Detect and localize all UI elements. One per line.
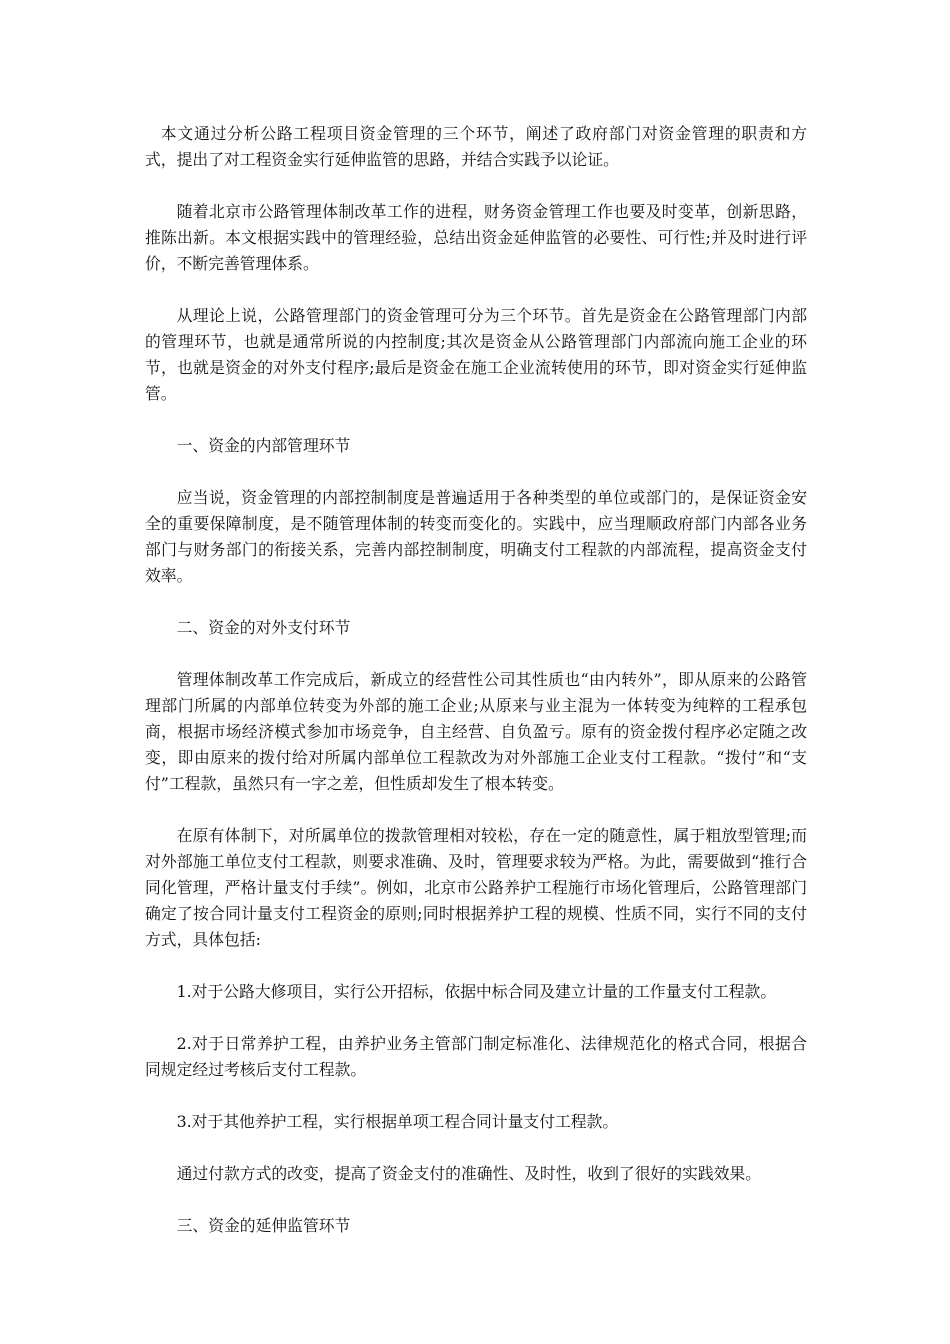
section-heading-external-payment: 二、资金的对外支付环节 [176, 618, 351, 637]
theory-paragraph: 从理论上说，公路管理部门的资金管理可分为三个环节。首先是资金在公路管理部门内部的管理环节，也就是通常所说的内控制度;其次是资金从公路管理部门内部流向施工企业的环节，也就是资金的对外支付程序;最后是资金在施工企业流转使用的环节，即对资金实行延伸监管。 [145, 306, 807, 403]
abstract-paragraph: 本文通过分析公路工程项目资金管理的三个环节，阐述了政府部门对资金管理的职责和方式，提出了对工程资金实行延伸监管的思路，并结合实践予以论证。 [145, 124, 807, 169]
contract-management-paragraph: 在原有体制下，对所属单位的拨款管理相对较松，存在一定的随意性，属于粗放型管理;而对外部施工单位支付工程款，则要求准确、及时，管理要求较为严格。为此，需要做到“推行合同化管理，严格计量支付手续”。例如，北京市公路养护工程施行市场化管理后，公路管理部门确定了按合同计量支付工程资金的原则;同时根据养护工程的规模、性质不同，实行不同的支付方式，具体包括: [145, 826, 807, 949]
list-item-routine-maintenance: 2.对于日常养护工程，由养护业务主管部门制定标准化、法律规范化的格式合同，根据合同规定经过考核后支付工程款。 [145, 1034, 807, 1079]
section-heading-internal-management: 一、资金的内部管理环节 [176, 436, 351, 455]
section-heading-extended-supervision: 三、资金的延伸监管环节 [176, 1216, 351, 1235]
reform-paragraph: 管理体制改革工作完成后，新成立的经营性公司其性质也“由内转外”，即从原来的公路管理部门所属的内部单位转变为外部的施工企业;从原来与业主混为一体转变为纯粹的工程承包商，根据市场经济模式参加市场竞争，自主经营、自负盈亏。原有的资金拨付程序必定随之改变，即由原来的拨付给对所属内部单位工程款改为对外部施工企业支付工程款。“拨付”和“支付”工程款，虽然只有一字之差，但性质却发生了根本转变。 [145, 670, 807, 793]
document-body [145, 121, 807, 1265]
intro-paragraph: 随着北京市公路管理体制改革工作的进程，财务资金管理工作也要及时变革，创新思路，推陈出新。本文根据实践中的管理经验，总结出资金延伸监管的必要性、可行性;并及时进行评价，不断完善管理体系。 [145, 202, 807, 273]
list-item-other-maintenance: 3.对于其他养护工程，实行根据单项工程合同计量支付工程款。 [176, 1112, 619, 1131]
internal-control-paragraph: 应当说，资金管理的内部控制制度是普遍适用于各种类型的单位或部门的，是保证资金安全的重要保障制度，是不随管理体制的转变而变化的。实践中，应当理顺政府部门内部各业务部门与财务部门的衔接关系，完善内部控制制度，明确支付工程款的内部流程，提高资金支付效率。 [145, 488, 807, 585]
list-item-major-repair: 1.对于公路大修项目，实行公开招标，依据中标合同及建立计量的工作量支付工程款。 [176, 982, 777, 1001]
result-paragraph: 通过付款方式的改变，提高了资金支付的准确性、及时性，收到了很好的实践效果。 [176, 1164, 762, 1183]
